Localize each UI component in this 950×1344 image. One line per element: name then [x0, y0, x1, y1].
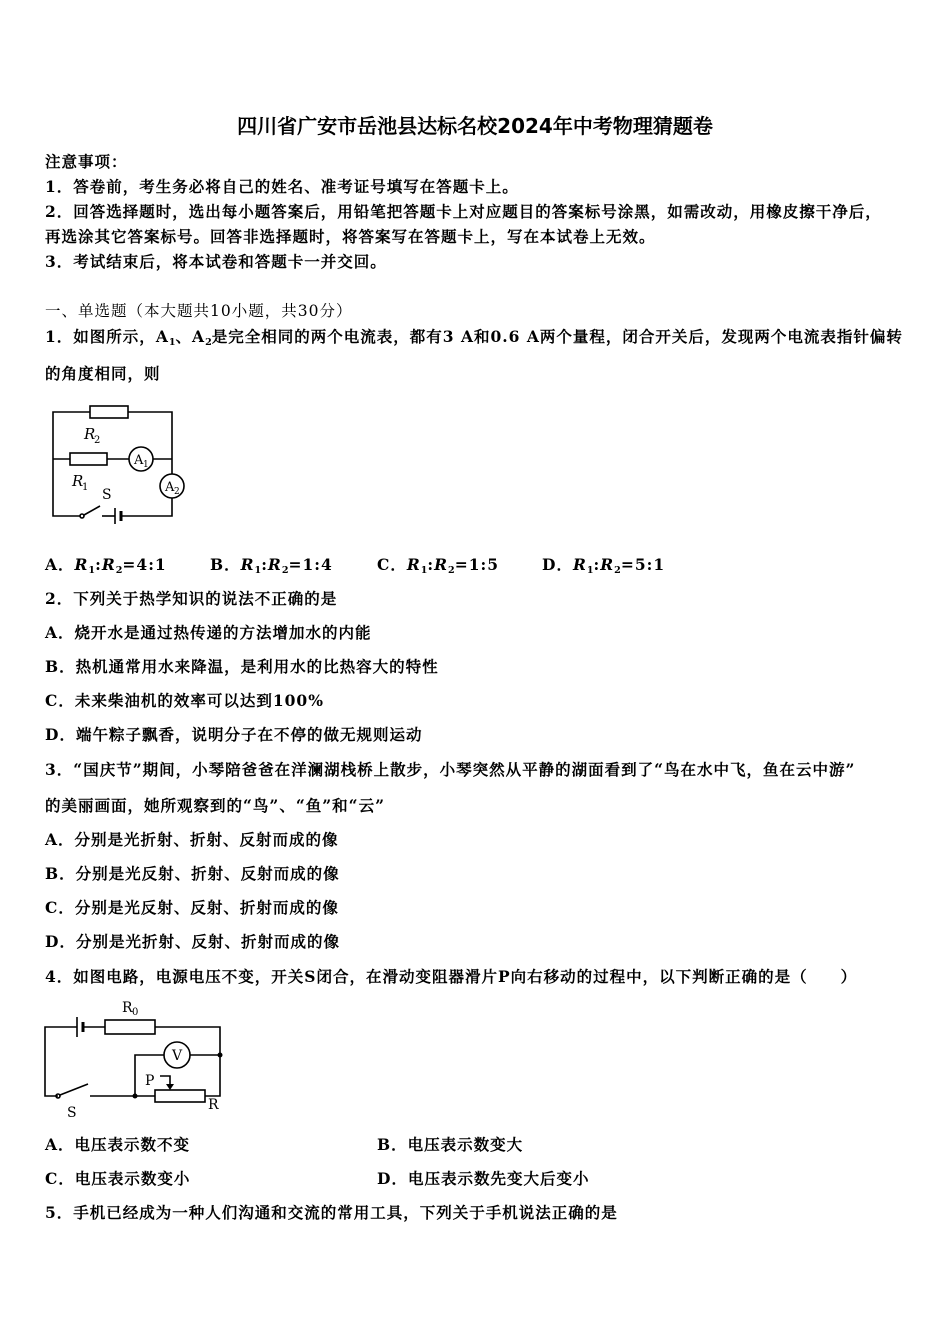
- option-sub-2: 2: [614, 564, 621, 576]
- option-label: A．: [45, 555, 75, 574]
- switch-blade: [84, 506, 100, 515]
- q1-circuit-diagram: [40, 395, 200, 530]
- option-var-r1: R: [74, 555, 89, 574]
- label-r1: R: [72, 472, 84, 490]
- option-sub-1: 1: [88, 564, 96, 576]
- q1-ammeter-a1: A: [155, 327, 169, 346]
- q3-option-a: A．分别是光折射、折射、反射而成的像: [45, 830, 339, 849]
- option-var-r2: R: [600, 555, 615, 574]
- wire-left: [45, 1027, 77, 1096]
- q1-option-a: [45, 555, 167, 575]
- notice-heading: 注意事项：: [45, 152, 128, 171]
- resistor-r0: [105, 1020, 155, 1034]
- label-slider-p: P: [145, 1073, 155, 1089]
- q1-option-b: [210, 555, 333, 575]
- option-label: D．: [542, 555, 573, 574]
- option-var-r1: R: [572, 555, 587, 574]
- q3-stem-line-2: 的美丽画面，她所观察到的“鸟”、“鱼”和“云”: [45, 796, 385, 815]
- option-sub-1: 1: [254, 564, 262, 576]
- q4-stem: 4．如图电路，电源电压不变，开关S闭合，在滑动变阻器滑片P向右移动的过程中，以下判断正确的是（ ）: [45, 967, 858, 986]
- q4-option-b: B．电压表示数变大: [377, 1135, 524, 1154]
- section-heading: 一、单选题（本大题共10小题，共30分）: [45, 302, 353, 320]
- notice-line-3: 3．考试结束后，将本试卷和答题卡一并交回。: [45, 252, 387, 271]
- slider-arm: [160, 1076, 170, 1085]
- q1-number: 1．: [45, 327, 74, 346]
- rheostat-r: [155, 1090, 205, 1102]
- q1-text-2: 是完全相同的两个电流表，都有3 A和0.6 A两个量程，闭合开关后，发现两个电流表指针偏转: [211, 327, 903, 346]
- notice-line-2-continued: 再选涂其它答案标号。回答非选择题时，将答案写在答题卡上，写在本试卷上无效。: [45, 227, 656, 246]
- q4-option-d: D．电压表示数先变大后变小: [377, 1169, 590, 1188]
- notice-line-1: 1．答卷前，考生务必将自己的姓名、准考证号填写在答题卡上。: [45, 177, 519, 196]
- option-var-r1: R: [406, 555, 421, 574]
- q5-stem: 5．手机已经成为一种人们沟通和交流的常用工具，下列关于手机说法正确的是: [45, 1203, 618, 1222]
- q1-option-d: [542, 555, 665, 575]
- option-value: =5:1: [620, 555, 666, 574]
- option-var-r2: R: [434, 555, 449, 574]
- q2-stem: 2．下列关于热学知识的说法不正确的是: [45, 589, 338, 608]
- label-a2-sub: 2: [174, 487, 180, 497]
- label-rheostat-r: R: [208, 1097, 219, 1113]
- q2-option-b: B．热机通常用水来降温，是利用水的比热容大的特性: [45, 657, 439, 676]
- option-sub-1: 1: [586, 564, 594, 576]
- option-label: C．: [377, 555, 407, 574]
- q3-stem-line-1: 3．“国庆节”期间，小琴陪爸爸在洋澜湖栈桥上散步，小琴突然从平静的湖面看到了“鸟在水中飞，鱼在云中游”: [45, 760, 856, 779]
- label-a1-sub: 1: [143, 460, 149, 470]
- q2-option-d: D．端午粽子飘香，说明分子在不停的做无规则运动: [45, 725, 423, 744]
- option-sub-2: 2: [115, 564, 123, 576]
- switch-pivot: [80, 514, 84, 518]
- option-colon: :: [261, 555, 268, 574]
- q3-option-b: B．分别是光反射、折射、反射而成的像: [45, 864, 340, 883]
- q1-ammeter-a2: A: [192, 327, 206, 346]
- option-value: =4:1: [122, 555, 167, 574]
- q1-option-c: [377, 555, 499, 575]
- q1-separator: 、: [175, 327, 193, 346]
- label-r1-sub: 1: [82, 482, 89, 493]
- q4-option-a: A．电压表示数不变: [45, 1135, 191, 1154]
- notice-line-2: 2．回答选择题时，选出每小题答案后，用铅笔把答题卡上对应题目的答案标号涂黑，如需改动，用橡皮擦干净后，: [45, 202, 882, 221]
- exam-title: 四川省广安市岳池县达标名校2024年中考物理猜题卷: [237, 114, 713, 138]
- resistor-r1: [70, 453, 107, 465]
- label-a1: A: [134, 453, 144, 468]
- option-sub-2: 2: [448, 564, 455, 576]
- label-switch-s: S: [102, 487, 112, 503]
- option-var-r1: R: [240, 555, 255, 574]
- label-r2: R: [84, 425, 96, 443]
- q1-ammeter-a2-sub: 2: [205, 336, 212, 348]
- junction-dot: [133, 1094, 138, 1099]
- label-r0-sub: 0: [132, 1007, 139, 1018]
- q3-option-c: C．分别是光反射、反射、折射而成的像: [45, 898, 339, 917]
- label-a2: A: [165, 480, 175, 495]
- q1-text-1: 如图所示，: [73, 327, 156, 346]
- slider-arrowhead: [166, 1084, 174, 1090]
- option-var-r2: R: [267, 555, 282, 574]
- label-voltmeter-v: V: [171, 1048, 183, 1064]
- q2-option-c: C．未来柴油机的效率可以达到100%: [45, 691, 324, 710]
- label-r0: R: [122, 1000, 133, 1016]
- option-sub-2: 2: [281, 564, 289, 576]
- option-colon: :: [593, 555, 601, 574]
- option-label: B．: [210, 555, 241, 574]
- q1-stem-line-2: 的角度相同，则: [45, 364, 161, 383]
- resistor-r2: [90, 406, 128, 418]
- q4-circuit-diagram: [40, 995, 230, 1121]
- option-sub-1: 1: [420, 564, 428, 576]
- switch-blade: [60, 1084, 88, 1095]
- q2-option-a: A．烧开水是通过热传递的方法增加水的内能: [45, 623, 372, 642]
- q1-ammeter-a1-sub: 1: [168, 336, 176, 348]
- junction-dot: [218, 1053, 223, 1058]
- q3-option-d: D．分别是光折射、反射、折射而成的像: [45, 932, 340, 951]
- option-colon: :: [95, 555, 102, 574]
- wire-bottom-right: [121, 498, 172, 516]
- label-switch-s: S: [67, 1105, 77, 1121]
- q4-option-c: C．电压表示数变小: [45, 1169, 191, 1188]
- q1-stem-line-1: [45, 327, 903, 347]
- option-var-r2: R: [101, 555, 116, 574]
- option-value: =1:4: [288, 555, 333, 574]
- option-value: =1:5: [454, 555, 500, 574]
- label-r2-sub: 2: [94, 435, 101, 446]
- option-colon: :: [427, 555, 435, 574]
